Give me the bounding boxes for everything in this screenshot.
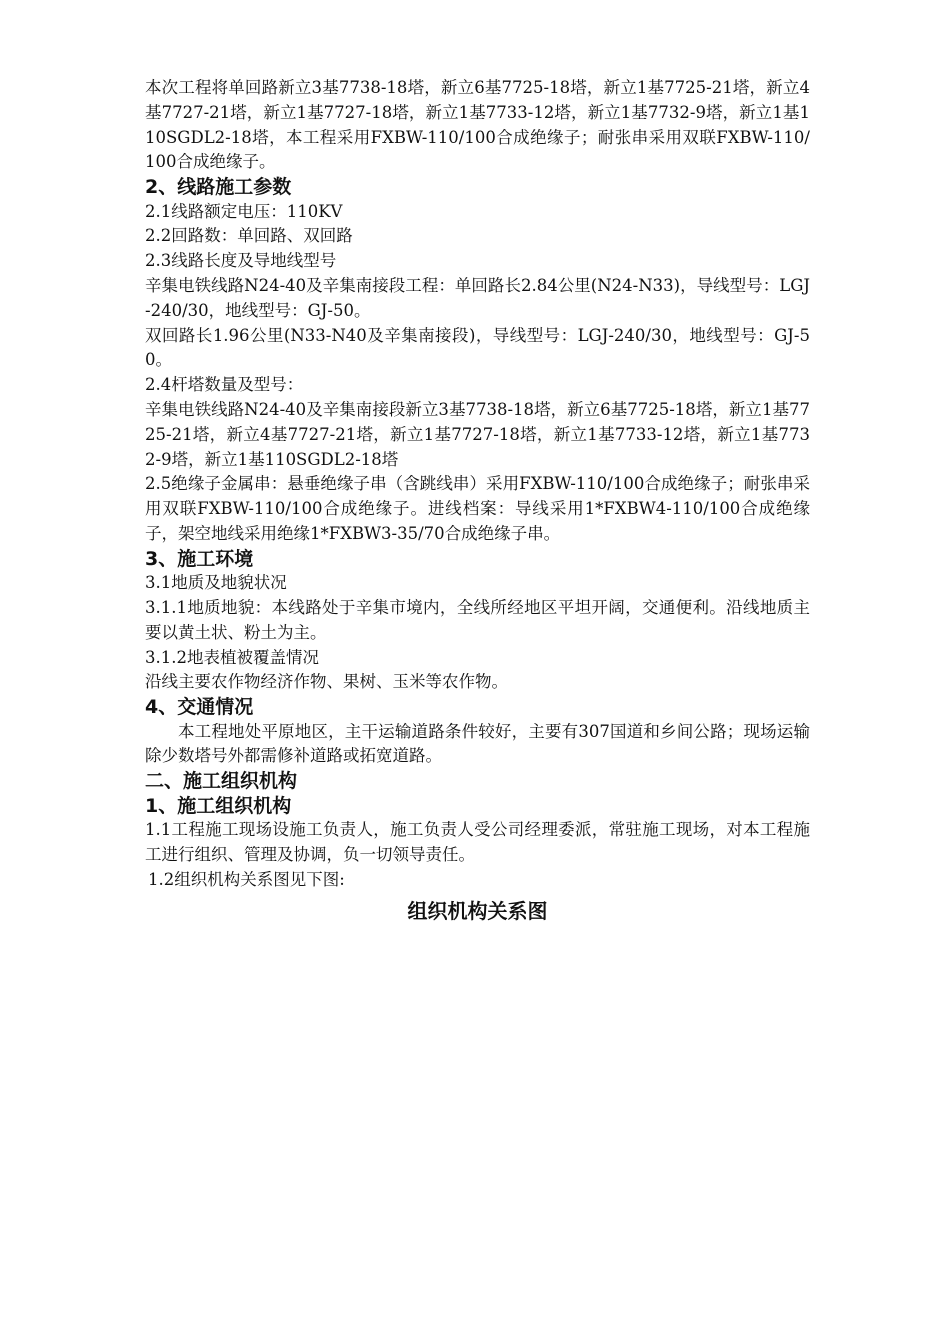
param-double-circuit: 双回路长1.96公里(N33-N40及辛集南接段)，导线型号：LGJ-240/30，地线型号：GJ-50。 [145, 325, 810, 370]
param-voltage: 2.1线路额定电压：110KV [145, 201, 343, 221]
heading-line-params: 2、线路施工参数 [145, 176, 292, 199]
env-vegetation: 沿线主要农作物经济作物、果树、玉米等农作物。 [145, 672, 508, 692]
heading-environment: 3、施工环境 [145, 547, 254, 570]
heading-traffic: 4、交通情况 [145, 696, 254, 719]
intro-paragraph: 本次工程将单回路新立3基7738-18塔，新立6基7725-18塔，新立1基7725-21塔，新立4基7727-21塔，新立1基7727-18塔，新立1基7733-12塔，新立1基7732-9塔，新立1基110SGDL2-18塔，本工程采用FXBW-110/100合成绝缘子；耐张串采用双联FXBW-110/100合成绝缘子。 [145, 78, 810, 172]
traffic-paragraph: 本工程地处平原地区，主干运输道路条件较好，主要有307国道和乡间公路；现场运输除少数塔号外都需修补道路或拓宽道路。 [145, 721, 810, 766]
param-length-heading: 2.3线路长度及导地线型号 [145, 251, 337, 271]
param-insulators: 2.5绝缘子金属串：悬垂绝缘子串（含跳线串）采用FXBW-110/100合成绝缘子；耐张串采用双联FXBW-110/100合成绝缘子。进线档案：导线采用1*FXBW4-110/100合成绝缘子，架空地线采用绝缘1*FXBW3-35/70合成绝缘子串。 [145, 474, 810, 543]
env-landform: 3.1.1地质地貌：本线路处于辛集市境内，全线所经地区平坦开阔，交通便利。沿线地质主要以黄土状、粉土为主。 [145, 597, 810, 642]
param-single-circuit: 辛集电铁线路N24-40及辛集南接段工程：单回路长2.84公里(N24-N33)，导线型号：LGJ-240/30，地线型号：GJ-50。 [145, 275, 810, 320]
param-circuits: 2.2回路数：单回路、双回路 [145, 226, 353, 246]
heading-organization-section: 二、施工组织机构 [145, 770, 298, 793]
figure-title: 组织机构关系图 [407, 899, 548, 924]
param-towers-list: 辛集电铁线路N24-40及辛集南接段新立3基7738-18塔，新立6基7725-18塔，新立1基7725-21塔，新立4基7727-21塔，新立1基7727-18塔，新立1基7733-12塔，新立1基7732-9塔，新立1基110SGDL2-18塔 [145, 399, 810, 469]
org-manager-paragraph: 1.1工程施工现场设施工负责人，施工负责人受公司经理委派，常驻施工现场，对本工程施工进行组织、管理及协调，负一切领导责任。 [145, 819, 810, 864]
param-towers-heading: 2.4杆塔数量及型号： [145, 375, 304, 395]
env-vegetation-heading: 3.1.2地表植被覆盖情况 [145, 647, 319, 667]
heading-organization: 1、施工组织机构 [145, 794, 292, 817]
document-page [145, 76, 810, 926]
env-geology-heading: 3.1地质及地貌状况 [145, 573, 287, 593]
org-chart-reference: 1.2组织机构关系图见下图: [148, 869, 345, 889]
